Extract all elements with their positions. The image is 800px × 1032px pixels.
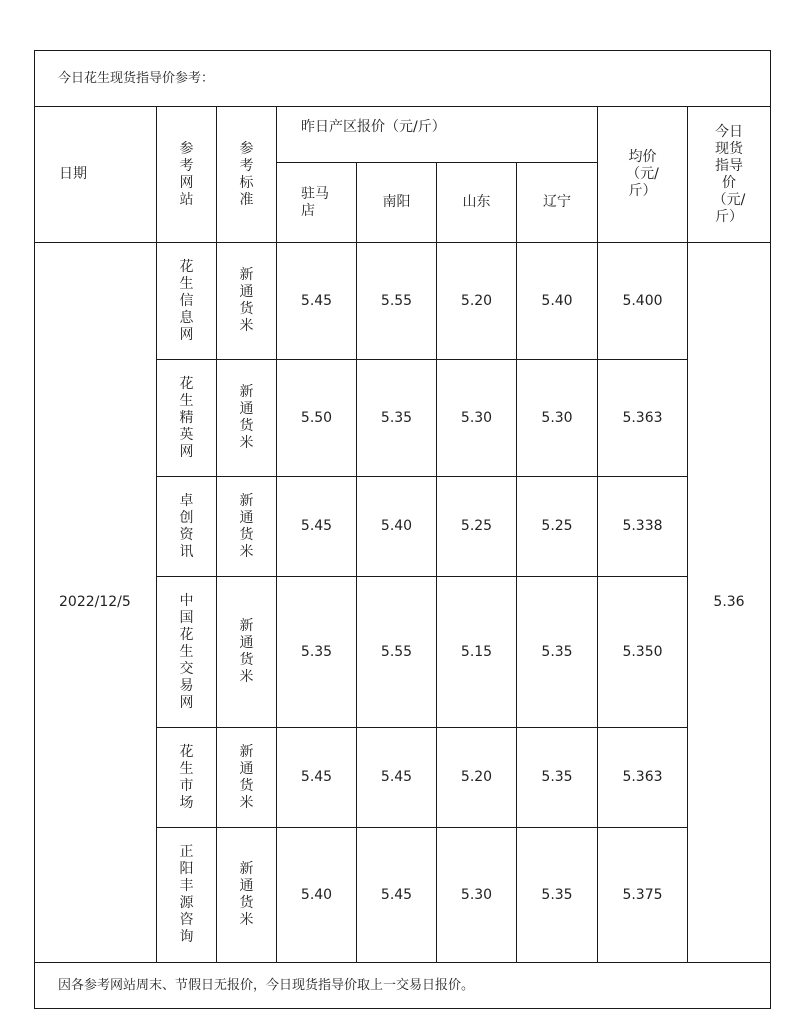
site-cell: 花生信息网 [157,243,217,360]
standard-cell: 新通货米 [217,728,277,828]
price-liaoning: 5.25 [517,477,598,577]
page-top-fragment [338,0,388,3]
price-shandong: 5.30 [437,828,517,963]
standard-cell: 新通货米 [217,360,277,477]
price-liaoning: 5.30 [517,360,598,477]
site-cell: 中国花生交易网 [157,577,217,728]
header-date: 日期 [35,107,157,243]
footer-note: 因各参考网站周末、节假日无报价，今日现货指导价取上一交易日报价。 [35,963,771,1009]
price-nanyang: 5.45 [357,728,437,828]
header-price-group: 昨日产区报价（元/斤） [277,107,598,163]
price-liaoning: 5.40 [517,243,598,360]
price-zhumadian: 5.50 [277,360,357,477]
standard-cell: 新通货米 [217,477,277,577]
price-nanyang: 5.55 [357,243,437,360]
price-shandong: 5.25 [437,477,517,577]
price-shandong: 5.20 [437,243,517,360]
price-nanyang: 5.35 [357,360,437,477]
table-title: 今日花生现货指导价参考： [35,51,771,107]
standard-cell: 新通货米 [217,243,277,360]
header-location-liaoning: 辽宁 [517,163,598,243]
standard-cell: 新通货米 [217,577,277,728]
price-shandong: 5.30 [437,360,517,477]
peanut-price-table [34,50,771,1009]
price-avg: 5.363 [598,728,688,828]
price-avg: 5.363 [598,360,688,477]
price-liaoning: 5.35 [517,577,598,728]
price-zhumadian: 5.45 [277,477,357,577]
price-avg: 5.375 [598,828,688,963]
price-zhumadian: 5.45 [277,243,357,360]
site-cell: 花生市场 [157,728,217,828]
header-standard: 参考标准 [217,107,277,243]
price-zhumadian: 5.40 [277,828,357,963]
site-cell: 正阳丰源咨询 [157,828,217,963]
price-avg: 5.338 [598,477,688,577]
price-nanyang: 5.45 [357,828,437,963]
site-cell: 花生精英网 [157,360,217,477]
price-shandong: 5.20 [437,728,517,828]
header-location-nanyang: 南阳 [357,163,437,243]
today-price-cell: 5.36 [688,243,771,963]
price-liaoning: 5.35 [517,828,598,963]
date-cell: 2022/12/5 [35,243,157,963]
standard-cell: 新通货米 [217,828,277,963]
price-avg: 5.400 [598,243,688,360]
header-location-zhumadian: 驻马店 [277,163,357,243]
header-today-price: 今日现货指导价（元/斤） [688,107,771,243]
price-shandong: 5.15 [437,577,517,728]
header-site: 参考网站 [157,107,217,243]
price-zhumadian: 5.45 [277,728,357,828]
price-avg: 5.350 [598,577,688,728]
header-location-shandong: 山东 [437,163,517,243]
price-liaoning: 5.35 [517,728,598,828]
header-avg: 均价（元/斤） [598,107,688,243]
site-cell: 卓创资讯 [157,477,217,577]
price-zhumadian: 5.35 [277,577,357,728]
price-nanyang: 5.40 [357,477,437,577]
price-nanyang: 5.55 [357,577,437,728]
